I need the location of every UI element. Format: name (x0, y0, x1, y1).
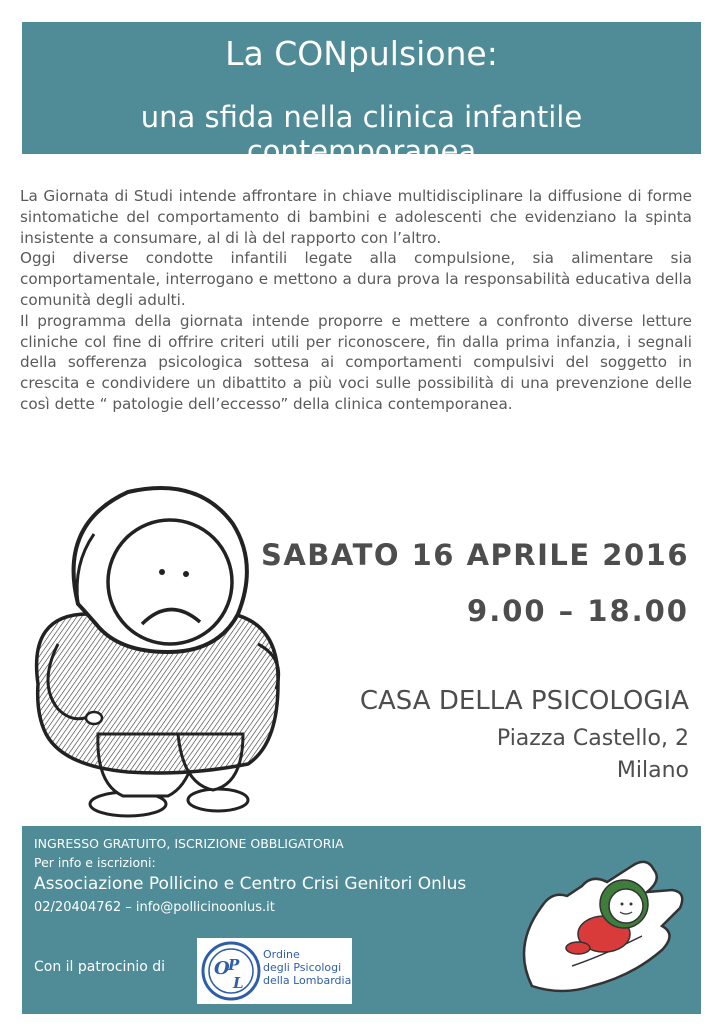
info-footer (22, 826, 701, 1014)
intro-paragraph-3: Il programma della giornata intende proporre e mettere a confronto diverse letture cliniche col fine di offrire criteri utili per riconoscere, fin dalla prima infanzia, i segnali della sofferenza psicologica sottesa ai comportamenti compulsivi del soggetto in crescita e condividere un dibattito a più voci sulle possibilità di una prevenzione delle così dette “ patologie dell’eccesso” della clinica contemporanea. (20, 311, 692, 413)
event-time: 9.00 – 18.00 (467, 594, 689, 628)
event-street: Piazza Castello, 2 (496, 726, 689, 751)
intro-paragraph-1: La Giornata di Studi intende affrontare in chiave multidisciplinare la diffusione di forme sintomatiche del comportamento di bambini e adolescenti che evidenziano la spinta insistente a consumare, al di là del rapporto con l’altro. (20, 187, 692, 247)
page-subtitle: una sfida nella clinica infantile contemporanea (140, 100, 583, 168)
logo-line-3: della Lombardia (263, 974, 352, 987)
intro-text (20, 186, 692, 415)
event-city: Milano (616, 758, 689, 783)
sad-child-illustration (18, 484, 293, 824)
title-banner (22, 22, 701, 168)
hand-holding-child-illustration (512, 846, 692, 1006)
svg-text:P: P (228, 956, 240, 974)
contact-info: 02/20404762 – info@pollicinoonlus.it (34, 900, 275, 915)
organizer-name: Associazione Pollicino e Centro Crisi Genitori Onlus (34, 874, 467, 894)
opl-logo-text (263, 948, 351, 987)
info-label: Per info e iscrizioni: (34, 855, 156, 870)
logo-line-2: degli Psicologi (263, 961, 342, 974)
svg-text:O: O (214, 958, 230, 979)
event-date: SABATO 16 APRILE 2016 (260, 538, 689, 572)
page-title: La CONpulsione: (225, 34, 498, 73)
patronage-label: Con il patrocinio di (34, 959, 166, 975)
event-venue: CASA DELLA PSICOLOGIA (359, 686, 689, 716)
opl-logo (197, 938, 352, 1004)
opl-logo-mark-icon (200, 940, 262, 1002)
entry-note: INGRESSO GRATUITO, ISCRIZIONE OBBLIGATORIA (34, 836, 344, 851)
svg-text:L: L (233, 974, 244, 992)
logo-line-1: Ordine (263, 948, 300, 961)
intro-paragraph-2: Oggi diverse condotte infantili legate alla compulsione, sia alimentare sia comportamentale, interrogano e mettono a dura prova la responsabilità educativa della comunità degli adulti. (20, 249, 692, 309)
